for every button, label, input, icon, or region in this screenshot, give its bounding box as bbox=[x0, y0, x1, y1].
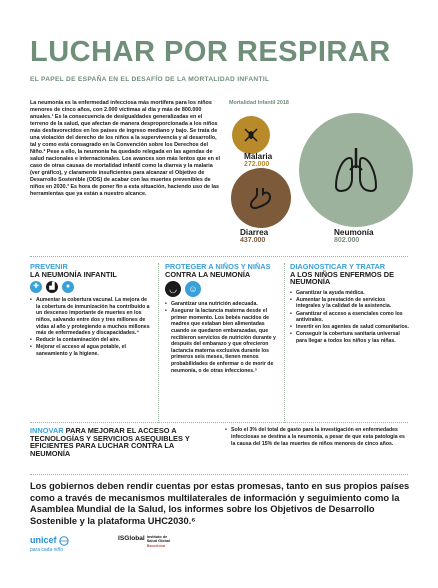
prevenir-icons bbox=[30, 281, 150, 293]
proteger-icons bbox=[165, 281, 280, 297]
intro-text bbox=[30, 100, 220, 198]
baby-icon: ☺ bbox=[185, 281, 201, 297]
page-title: LUCHAR POR RESPIRAR bbox=[30, 36, 391, 68]
innovar-title: INNOVAR bbox=[30, 426, 64, 435]
list-item: • Aumentar la prestación de servicios integrales y la calidad de la asistencia. bbox=[290, 297, 410, 310]
section-divider bbox=[30, 256, 408, 257]
neumonia-caption bbox=[334, 228, 374, 244]
column-prevenir bbox=[30, 263, 150, 358]
diarrea-circle bbox=[231, 168, 291, 228]
prevenir-list bbox=[30, 297, 150, 357]
bowl-icon: ◡ bbox=[165, 281, 181, 297]
unicef-wordmark: unicef bbox=[30, 535, 57, 545]
innovar-text: PARA MEJORAR EL ACCESO A TECNOLOGÍAS Y SERVICIOS ASEQUIBLES Y EFICIENTES PARA LUCHAR CONTRA LA NEUMONÍA bbox=[30, 426, 190, 458]
mortality-label: Mortalidad Infantil 2018 bbox=[229, 100, 289, 106]
malaria-caption bbox=[244, 152, 272, 168]
column-diagnosticar bbox=[290, 263, 410, 345]
list-item: • Invertir en los agentes de salud comunitarios. bbox=[290, 324, 410, 331]
list-item: • Reducir la contaminación del aire. bbox=[30, 337, 150, 344]
diarrea-caption bbox=[240, 228, 268, 244]
closing-statement: Los gobiernos deben rendir cuentas por estas promesas, tanto en sus propios países como a través de mecanismos multilaterales de información y seguimiento como la Asamblea Mundial de la Salud, los informes sobre los Objetivos de Desarrollo Sostenible y la plataforma UHC2030.⁶ bbox=[30, 481, 410, 526]
unicef-logo bbox=[30, 535, 69, 553]
diagnosticar-subtitle: A LOS NIÑOS ENFERMOS DE NEUMONÍA bbox=[290, 269, 395, 287]
list-item: • Conseguir la cobertura sanitaria universal para llegar a todos los niños y las niñas. bbox=[290, 331, 410, 344]
section-divider bbox=[30, 474, 408, 475]
footer bbox=[30, 535, 410, 555]
diagnosticar-title: DIAGNOSTICAR Y TRATAR bbox=[290, 262, 386, 271]
intro-paragraph: La neumonía es la enfermedad infecciosa más mortífera para los niños menores de cinco años, con 2.000 víctimas al día y más de 800.000 anuales.¹ Es la consecuencia de desigualdades generalizadas en el terreno de la salud, que afectan de manera desproporcionada a los niños más desfavorecidos en los países de ingreso mediano y bajo. Se trata de una violación del derecho de los niños a la supervivencia y al desarrollo, tal y como está consagrado en la Convención sobre los Derechos del Niño.² Pese a ello, la neumonía ha quedado relegada en las agendas de salud nacionales e internacionales. Los avances son más lentos que en el caso de otras causas de mortalidad infantil como la diarrea y la malaria (ver gráfico), y claramente insuficientes para alcanzar el Objetivo de Desarrollo Sostenible (ODS) de acabar con las muertes prevenibles de niños en 2030.³ Es hora de poner fin a esta situación, haciendo uso de las herramientas que ya están a nuestro alcance. bbox=[30, 100, 220, 197]
lungs-icon bbox=[328, 142, 384, 198]
isglobal-subtext bbox=[147, 535, 170, 548]
syringe-icon: ✚ bbox=[30, 281, 42, 293]
malaria-name: Malaria bbox=[244, 152, 273, 161]
column-proteger bbox=[165, 263, 280, 375]
diagnosticar-heading bbox=[290, 263, 410, 286]
mosquito-icon bbox=[242, 126, 260, 144]
list-item: • Mejorar el acceso al agua potable, el saneamiento y la higiene. bbox=[30, 344, 150, 357]
column-divider bbox=[158, 263, 159, 423]
diarrea-name: Diarrea bbox=[240, 228, 269, 237]
list-item: • Solo el 3% del total de gasto para la investigación en enfermedades infecciosas se destina a la neumonía, a pesar de que esta patología es la causa del 15% de las muertes de niños menores de cinco años. bbox=[225, 427, 410, 447]
page-subtitle: EL PAPEL DE ESPAÑA EN EL DESAFÍO DE LA MORTALIDAD INFANTIL bbox=[30, 76, 270, 83]
list-item: • Garantizar la ayuda médica. bbox=[290, 290, 410, 297]
water-drop-icon: ● bbox=[62, 281, 74, 293]
isglobal-wordmark: ISGlobal bbox=[118, 535, 145, 542]
section-divider bbox=[30, 422, 408, 423]
isglobal-line: Barcelona bbox=[146, 543, 166, 548]
neumonia-value: 802.000 bbox=[334, 237, 360, 244]
innovar-note bbox=[225, 427, 410, 447]
isglobal-line: Salud Global bbox=[146, 539, 170, 544]
list-item: • Aumentar la cobertura vacunal. La mejora de la cobertura de inmunización ha contribuido a un descenso importante de muertes en los niños, salvando entre dos y tres millones de vidas al año y protegiendo a muchos millones más de enfermedades y discapacidades.⁴ bbox=[30, 297, 150, 337]
unicef-slogan: para cada niño bbox=[30, 546, 64, 553]
proteger-list bbox=[165, 301, 280, 374]
isglobal-line: Instituto de bbox=[146, 535, 168, 539]
diagnosticar-list bbox=[290, 290, 410, 345]
column-divider bbox=[284, 263, 285, 423]
prevenir-title: PREVENIR bbox=[30, 262, 68, 271]
proteger-heading bbox=[165, 263, 280, 278]
malaria-circle bbox=[232, 116, 270, 154]
isglobal-logo bbox=[118, 535, 170, 548]
prevenir-subtitle: LA NEUMONÍA INFANTIL bbox=[30, 269, 117, 279]
malaria-value: 272.000 bbox=[244, 161, 270, 168]
prevenir-heading bbox=[30, 263, 150, 278]
list-item: • Asegurar la lactancia materna desde el primer momento. Los bebés nacidos de madres que estaban bien alimentadas cuando se quedaron embarazadas, que recibieron servicios de nutrición durante y después del embarazo y que ofrecieron lactancia materna exclusiva durante los primeros seis meses, tienen menos probabilidades de enfermar o de morir de neumonía, o de otras infecciones.⁵ bbox=[165, 308, 280, 374]
stomach-icon bbox=[248, 185, 274, 211]
globe-icon bbox=[59, 536, 69, 546]
list-item: • Garantizar una nutrición adecuada. bbox=[165, 301, 280, 308]
factory-icon: ▟ bbox=[46, 281, 58, 293]
neumonia-name: Neumonía bbox=[334, 228, 374, 237]
list-item: • Garantizar el acceso a esenciales como los antivirales. bbox=[290, 311, 410, 324]
innovar-heading bbox=[30, 427, 210, 457]
proteger-subtitle: CONTRA LA NEUMONÍA bbox=[165, 269, 251, 279]
neumonia-circle bbox=[299, 113, 413, 227]
diarrea-value: 437.000 bbox=[240, 237, 266, 244]
proteger-title: PROTEGER A NIÑOS Y NIÑAS bbox=[165, 262, 271, 271]
